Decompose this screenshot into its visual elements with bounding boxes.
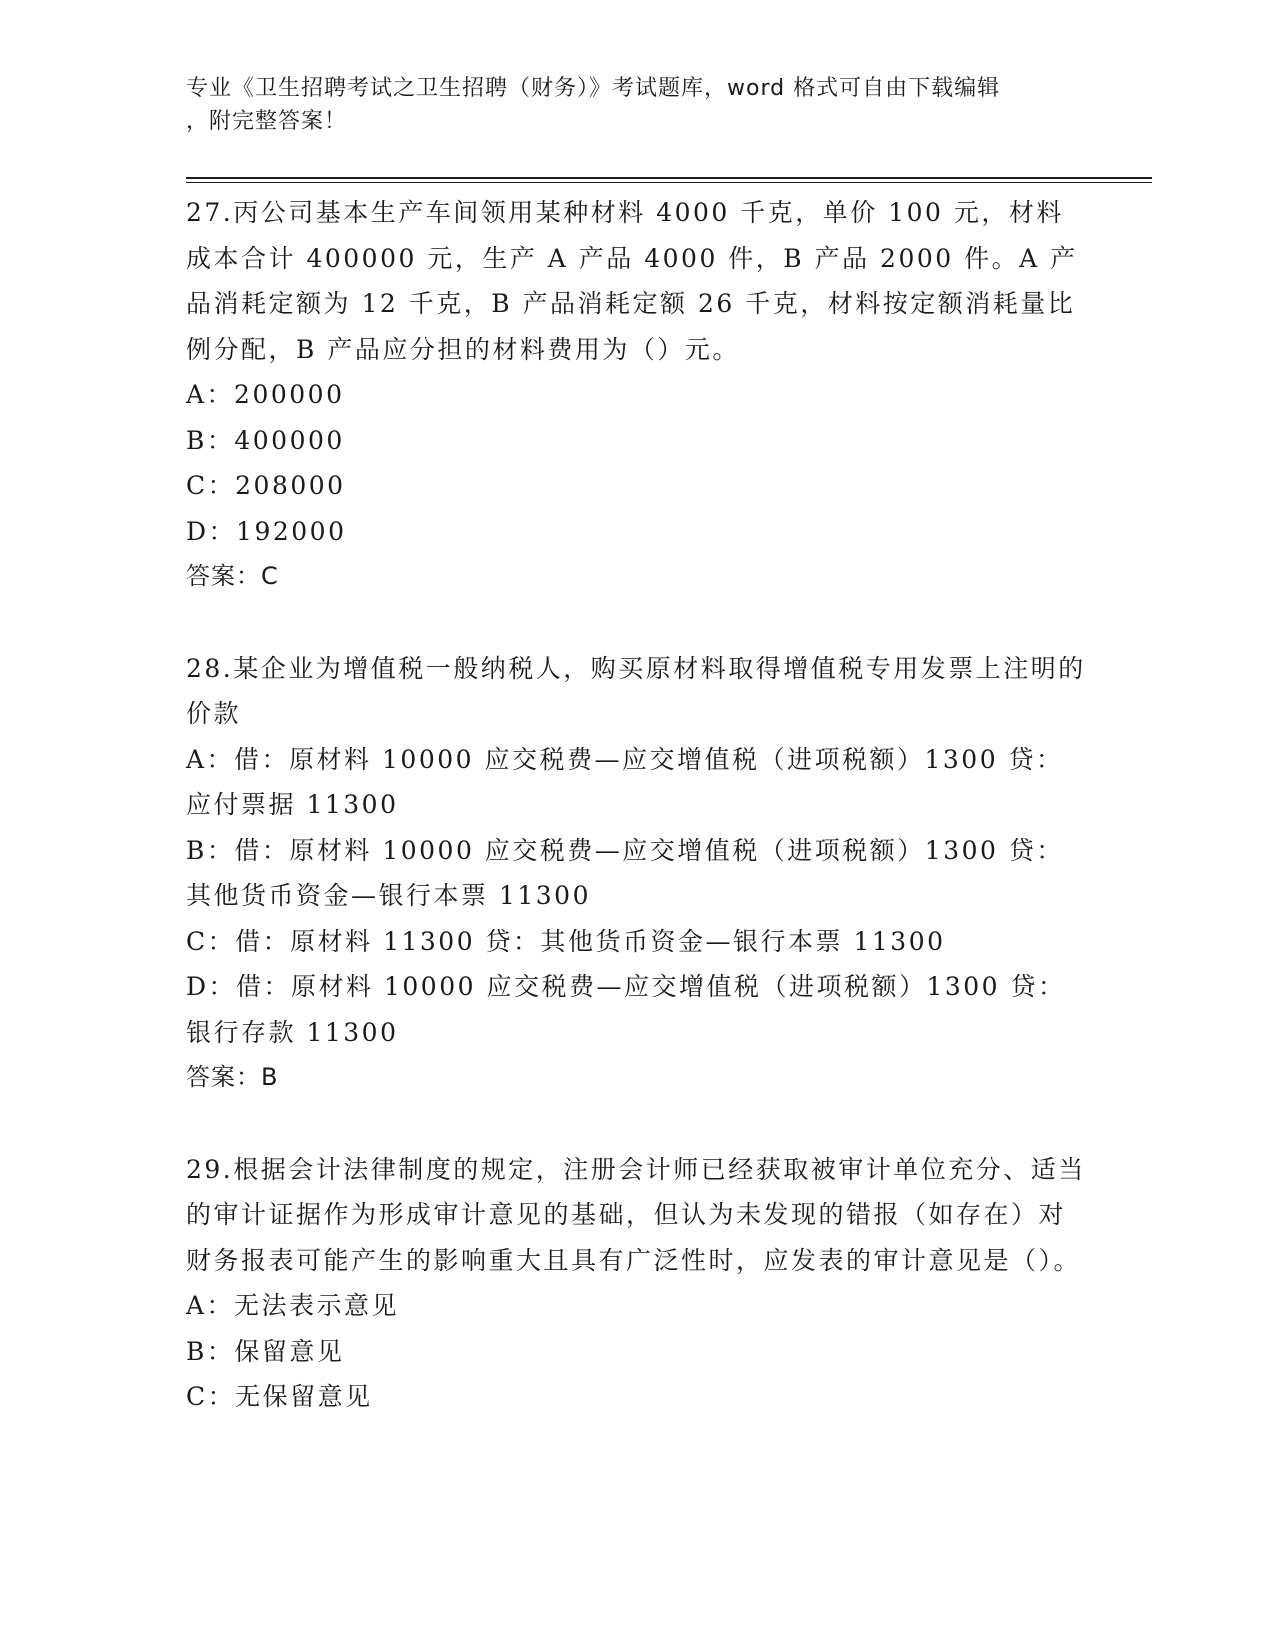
question-stem: 28.某企业为增值税一般纳税人，购买原材料取得增值税专用发票上注明的价款 [186,653,1086,728]
option-c: C：208000 [186,471,346,500]
header-line-2: ，附完整答案！ [186,109,348,134]
option-a: A：200000 [186,380,345,409]
header-rule-thin [186,182,1152,183]
question-stem: 29.根据会计法律制度的规定，注册会计师已经获取被审计单位充分、适当的审计证据作为形成审计意见的基础，但认为未发现的错报（如存在）对财务报表可能产生的影响重大且具有广泛性时，应发表的审计意见是（）。 [186,1154,1086,1275]
header-line-1: 专业《卫生招聘考试之卫生招聘（财务）》考试题库，word 格式可自由下载编辑 [186,76,1001,101]
header-rule-thick [186,177,1152,179]
question-spacer [186,1101,1086,1147]
option-b: B：保留意见 [186,1336,345,1366]
question-spacer [186,600,1086,646]
option-b: B：400000 [186,425,345,455]
document-header [186,72,1086,138]
option-c: C：借：原材料 11300 贷：其他货币资金—银行本票 11300 [186,926,946,956]
option-d: D：借：原材料 10000 应交税费—应交增值税（进项税额）1300 贷：银行存款 11300 [186,972,1066,1047]
question-27 [186,190,1086,600]
option-c: C：无保留意见 [186,1382,373,1411]
question-stem: 27.丙公司基本生产车间领用某种材料 4000 千克，单价 100 元，材料成本合计 400000 元，生产 A 产品 4000 件，B 产品 2000 件。A 产品消耗定额为 12 千克，B 产品消耗定额 26 千克，材料按定额消耗量比例分配，B 产品应分担的材料费用为（）元。 [186,198,1078,364]
question-29 [186,1147,1086,1420]
option-a: A：无法表示意见 [186,1291,400,1320]
option-a: A：借：原材料 10000 应交税费—应交增值税（进项税额）1300 贷：应付票据 11300 [186,744,1064,819]
option-d: D：192000 [186,516,347,546]
answer-line: 答案：C [186,562,279,590]
question-list [186,190,1086,1420]
answer-line: 答案：B [186,1063,279,1091]
option-b: B：借：原材料 10000 应交税费—应交增值税（进项税额）1300 贷：其他货币资金—银行本票 11300 [186,835,1064,910]
question-28 [186,646,1086,1101]
